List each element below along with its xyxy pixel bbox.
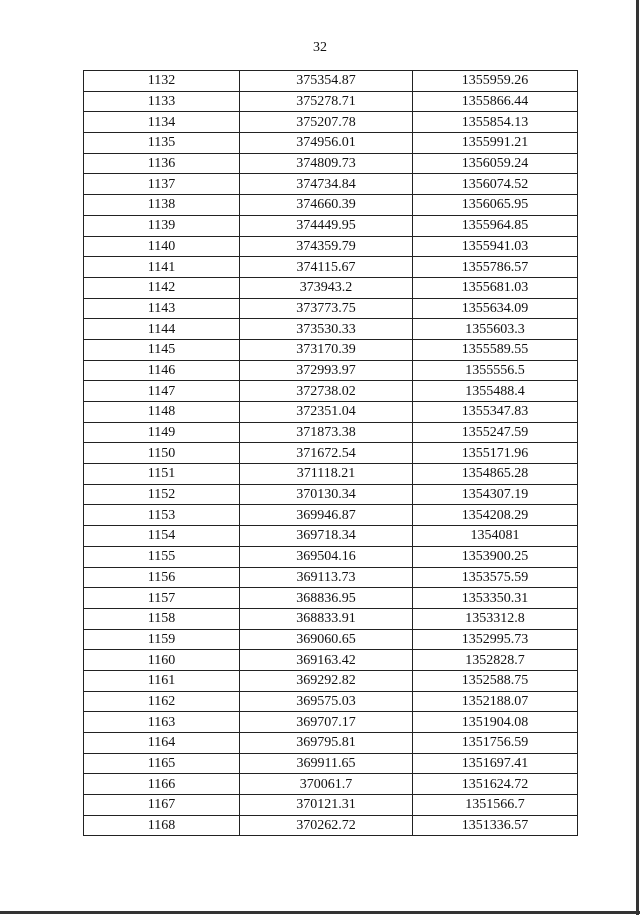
- y-coordinate-cell: 1351697.41: [413, 753, 578, 774]
- point-number-cell: 1156: [84, 567, 240, 588]
- table-row: [84, 195, 578, 216]
- x-coordinate-cell: 375278.71: [240, 91, 413, 112]
- x-coordinate-cell: 375207.78: [240, 112, 413, 133]
- x-coordinate-cell: 373943.2: [240, 277, 413, 298]
- x-coordinate-cell: 372738.02: [240, 381, 413, 402]
- table-row: [84, 464, 578, 485]
- x-coordinate-cell: 374115.67: [240, 257, 413, 278]
- x-coordinate-cell: 368833.91: [240, 608, 413, 629]
- x-coordinate-cell: 369113.73: [240, 567, 413, 588]
- point-number-cell: 1139: [84, 215, 240, 236]
- table-row: [84, 774, 578, 795]
- x-coordinate-cell: 369707.17: [240, 712, 413, 733]
- point-number-cell: 1142: [84, 277, 240, 298]
- y-coordinate-cell: 1352828.7: [413, 650, 578, 671]
- point-number-cell: 1151: [84, 464, 240, 485]
- point-number-cell: 1158: [84, 608, 240, 629]
- x-coordinate-cell: 370130.34: [240, 484, 413, 505]
- y-coordinate-cell: 1355959.26: [413, 71, 578, 92]
- y-coordinate-cell: 1353350.31: [413, 588, 578, 609]
- y-coordinate-cell: 1356065.95: [413, 195, 578, 216]
- page-number: 32: [313, 40, 327, 55]
- y-coordinate-cell: 1352188.07: [413, 691, 578, 712]
- y-coordinate-cell: 1354208.29: [413, 505, 578, 526]
- point-number-cell: 1144: [84, 319, 240, 340]
- table-row: [84, 753, 578, 774]
- point-number-cell: 1138: [84, 195, 240, 216]
- table-row: [84, 815, 578, 836]
- point-number-cell: 1157: [84, 588, 240, 609]
- y-coordinate-cell: 1356059.24: [413, 153, 578, 174]
- point-number-cell: 1135: [84, 133, 240, 154]
- point-number-cell: 1133: [84, 91, 240, 112]
- scan-edge-bottom: [0, 911, 640, 914]
- x-coordinate-cell: 371118.21: [240, 464, 413, 485]
- point-number-cell: 1168: [84, 815, 240, 836]
- point-number-cell: 1136: [84, 153, 240, 174]
- table-row: [84, 236, 578, 257]
- x-coordinate-cell: 368836.95: [240, 588, 413, 609]
- x-coordinate-cell: 374809.73: [240, 153, 413, 174]
- x-coordinate-cell: 369575.03: [240, 691, 413, 712]
- x-coordinate-cell: 371672.54: [240, 443, 413, 464]
- x-coordinate-cell: 374359.79: [240, 236, 413, 257]
- table-row: [84, 546, 578, 567]
- table-row: [84, 526, 578, 547]
- table-row: [84, 319, 578, 340]
- point-number-cell: 1160: [84, 650, 240, 671]
- y-coordinate-cell: 1355634.09: [413, 298, 578, 319]
- y-coordinate-cell: 1351756.59: [413, 733, 578, 754]
- x-coordinate-cell: 369504.16: [240, 546, 413, 567]
- point-number-cell: 1137: [84, 174, 240, 195]
- y-coordinate-cell: 1351624.72: [413, 774, 578, 795]
- y-coordinate-cell: 1354081: [413, 526, 578, 547]
- x-coordinate-cell: 369163.42: [240, 650, 413, 671]
- point-number-cell: 1155: [84, 546, 240, 567]
- x-coordinate-cell: 370262.72: [240, 815, 413, 836]
- point-number-cell: 1152: [84, 484, 240, 505]
- table-row: [84, 257, 578, 278]
- point-number-cell: 1153: [84, 505, 240, 526]
- table-row: [84, 133, 578, 154]
- table-row: [84, 670, 578, 691]
- y-coordinate-cell: 1352995.73: [413, 629, 578, 650]
- coordinate-table-body: [84, 71, 578, 836]
- point-number-cell: 1164: [84, 733, 240, 754]
- x-coordinate-cell: 369795.81: [240, 733, 413, 754]
- table-row: [84, 443, 578, 464]
- table-row: [84, 381, 578, 402]
- y-coordinate-cell: 1353900.25: [413, 546, 578, 567]
- x-coordinate-cell: 369718.34: [240, 526, 413, 547]
- x-coordinate-cell: 370121.31: [240, 795, 413, 816]
- x-coordinate-cell: 369911.65: [240, 753, 413, 774]
- point-number-cell: 1134: [84, 112, 240, 133]
- table-row: [84, 629, 578, 650]
- x-coordinate-cell: 372351.04: [240, 402, 413, 423]
- table-row: [84, 567, 578, 588]
- y-coordinate-cell: 1355991.21: [413, 133, 578, 154]
- table-row: [84, 650, 578, 671]
- table-row: [84, 339, 578, 360]
- x-coordinate-cell: 375354.87: [240, 71, 413, 92]
- y-coordinate-cell: 1353575.59: [413, 567, 578, 588]
- y-coordinate-cell: 1355854.13: [413, 112, 578, 133]
- table-row: [84, 588, 578, 609]
- x-coordinate-cell: 372993.97: [240, 360, 413, 381]
- coordinate-table: [83, 70, 578, 836]
- point-number-cell: 1148: [84, 402, 240, 423]
- point-number-cell: 1140: [84, 236, 240, 257]
- table-row: [84, 298, 578, 319]
- y-coordinate-cell: 1356074.52: [413, 174, 578, 195]
- table-row: [84, 215, 578, 236]
- y-coordinate-cell: 1354865.28: [413, 464, 578, 485]
- x-coordinate-cell: 373530.33: [240, 319, 413, 340]
- y-coordinate-cell: 1355488.4: [413, 381, 578, 402]
- y-coordinate-cell: 1352588.75: [413, 670, 578, 691]
- y-coordinate-cell: 1355603.3: [413, 319, 578, 340]
- y-coordinate-cell: 1351566.7: [413, 795, 578, 816]
- point-number-cell: 1150: [84, 443, 240, 464]
- x-coordinate-cell: 370061.7: [240, 774, 413, 795]
- y-coordinate-cell: 1355866.44: [413, 91, 578, 112]
- y-coordinate-cell: 1355589.55: [413, 339, 578, 360]
- table-row: [84, 277, 578, 298]
- x-coordinate-cell: 374734.84: [240, 174, 413, 195]
- table-row: [84, 691, 578, 712]
- table-row: [84, 153, 578, 174]
- point-number-cell: 1146: [84, 360, 240, 381]
- y-coordinate-cell: 1355786.57: [413, 257, 578, 278]
- table-row: [84, 733, 578, 754]
- x-coordinate-cell: 374956.01: [240, 133, 413, 154]
- x-coordinate-cell: 369292.82: [240, 670, 413, 691]
- y-coordinate-cell: 1351336.57: [413, 815, 578, 836]
- point-number-cell: 1149: [84, 422, 240, 443]
- table-row: [84, 484, 578, 505]
- point-number-cell: 1154: [84, 526, 240, 547]
- table-row: [84, 112, 578, 133]
- y-coordinate-cell: 1355247.59: [413, 422, 578, 443]
- y-coordinate-cell: 1355964.85: [413, 215, 578, 236]
- y-coordinate-cell: 1355681.03: [413, 277, 578, 298]
- table-row: [84, 360, 578, 381]
- x-coordinate-cell: 369946.87: [240, 505, 413, 526]
- x-coordinate-cell: 374660.39: [240, 195, 413, 216]
- table-row: [84, 174, 578, 195]
- x-coordinate-cell: 373170.39: [240, 339, 413, 360]
- y-coordinate-cell: 1355556.5: [413, 360, 578, 381]
- point-number-cell: 1159: [84, 629, 240, 650]
- point-number-cell: 1166: [84, 774, 240, 795]
- table-row: [84, 402, 578, 423]
- y-coordinate-cell: 1354307.19: [413, 484, 578, 505]
- table-row: [84, 71, 578, 92]
- point-number-cell: 1165: [84, 753, 240, 774]
- x-coordinate-cell: 373773.75: [240, 298, 413, 319]
- point-number-cell: 1145: [84, 339, 240, 360]
- y-coordinate-cell: 1351904.08: [413, 712, 578, 733]
- y-coordinate-cell: 1355941.03: [413, 236, 578, 257]
- y-coordinate-cell: 1355347.83: [413, 402, 578, 423]
- point-number-cell: 1147: [84, 381, 240, 402]
- point-number-cell: 1132: [84, 71, 240, 92]
- x-coordinate-cell: 371873.38: [240, 422, 413, 443]
- table-row: [84, 505, 578, 526]
- x-coordinate-cell: 374449.95: [240, 215, 413, 236]
- point-number-cell: 1167: [84, 795, 240, 816]
- table-row: [84, 422, 578, 443]
- x-coordinate-cell: 369060.65: [240, 629, 413, 650]
- point-number-cell: 1162: [84, 691, 240, 712]
- y-coordinate-cell: 1353312.8: [413, 608, 578, 629]
- table-row: [84, 608, 578, 629]
- table-row: [84, 795, 578, 816]
- point-number-cell: 1141: [84, 257, 240, 278]
- point-number-cell: 1143: [84, 298, 240, 319]
- point-number-cell: 1161: [84, 670, 240, 691]
- point-number-cell: 1163: [84, 712, 240, 733]
- y-coordinate-cell: 1355171.96: [413, 443, 578, 464]
- table-row: [84, 91, 578, 112]
- scan-edge-right: [636, 0, 639, 915]
- table-row: [84, 712, 578, 733]
